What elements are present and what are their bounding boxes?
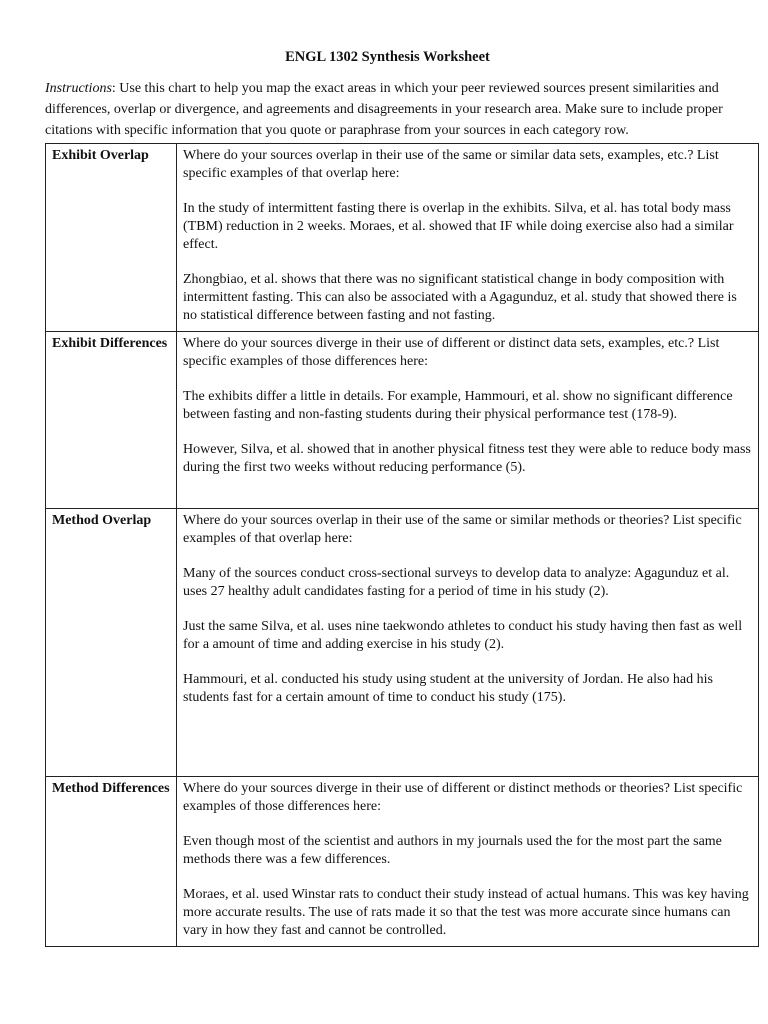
response-paragraph: The exhibits differ a little in details. For example, Hammouri, et al. show no significant difference between fasting and non-fasting students during their physical performance test (178-9).	[183, 389, 733, 422]
category-cell: Exhibit Differences	[46, 332, 177, 509]
table-row-method-overlap	[46, 509, 759, 777]
worksheet-page	[45, 0, 751, 947]
response-paragraph: Zhongbiao, et al. shows that there was no significant statistical change in body composition with intermittent fasting. This can also be associated with a Agagunduz, et al. study that showed there is no statistical difference between fasting and not fasting.	[183, 272, 737, 323]
content-cell	[177, 332, 759, 509]
category-cell: Exhibit Overlap	[46, 144, 177, 332]
synthesis-table	[45, 143, 759, 947]
category-cell: Method Differences	[46, 777, 177, 947]
page-title: ENGL 1302 Synthesis Worksheet	[285, 49, 490, 65]
content-cell	[177, 509, 759, 777]
table-row-exhibit-differences	[46, 332, 759, 509]
instructions	[45, 78, 730, 141]
response-paragraph: However, Silva, et al. showed that in another physical fitness test they were able to reduce body mass during the first two weeks without reducing performance (5).	[183, 442, 751, 475]
prompt-text: Where do your sources diverge in their use of different or distinct data sets, examples, etc.? List specific examples of those differences here:	[183, 336, 720, 369]
instructions-lead: Instructions	[45, 81, 112, 96]
prompt-text: Where do your sources diverge in their use of different or distinct methods or theories? List specific examples of those differences here:	[183, 781, 743, 814]
response-paragraph: Many of the sources conduct cross-sectional surveys to develop data to analyze: Agagunduz et al. uses 27 healthy adult candidates fasting for a period of time in his study (2).	[183, 566, 730, 599]
response-paragraph: Moraes, et al. used Winstar rats to conduct their study instead of actual humans. This was key having more accurate results. The use of rats made it so that the test was more accurate since humans can vary in how they fast and cannot be controlled.	[183, 887, 749, 938]
response-paragraph: In the study of intermittent fasting there is overlap in the exhibits. Silva, et al. has total body mass (TBM) reduction in 2 weeks. Moraes, et al. showed that IF while doing exercise also had a similar effect.	[183, 201, 734, 252]
content-cell	[177, 777, 759, 947]
instructions-text: : Use this chart to help you map the exact areas in which your peer reviewed sources present similarities and differences, overlap or divergence, and agreements and disagreements in your research area. Make sure to include proper citations with specific information that you quote or paraphrase from your sources in each category row.	[45, 81, 723, 138]
content-cell	[177, 144, 759, 332]
prompt-text: Where do your sources overlap in their use of the same or similar methods or theories? List specific examples of that overlap here:	[183, 513, 742, 546]
table-row-method-differences	[46, 777, 759, 947]
prompt-text: Where do your sources overlap in their use of the same or similar data sets, examples, etc.? List specific examples of that overlap here:	[183, 148, 719, 181]
response-paragraph: Hammouri, et al. conducted his study using student at the university of Jordan. He also had his students fast for a certain amount of time to conduct his study (175).	[183, 672, 713, 705]
table-row-exhibit-overlap	[46, 144, 759, 332]
response-paragraph: Just the same Silva, et al. uses nine taekwondo athletes to conduct his study having then fast as well for a amount of time and adding exercise in his study (2).	[183, 619, 743, 652]
category-cell: Method Overlap	[46, 509, 177, 777]
response-paragraph: Even though most of the scientist and authors in my journals used the for the most part the same methods there was a few differences.	[183, 834, 722, 867]
